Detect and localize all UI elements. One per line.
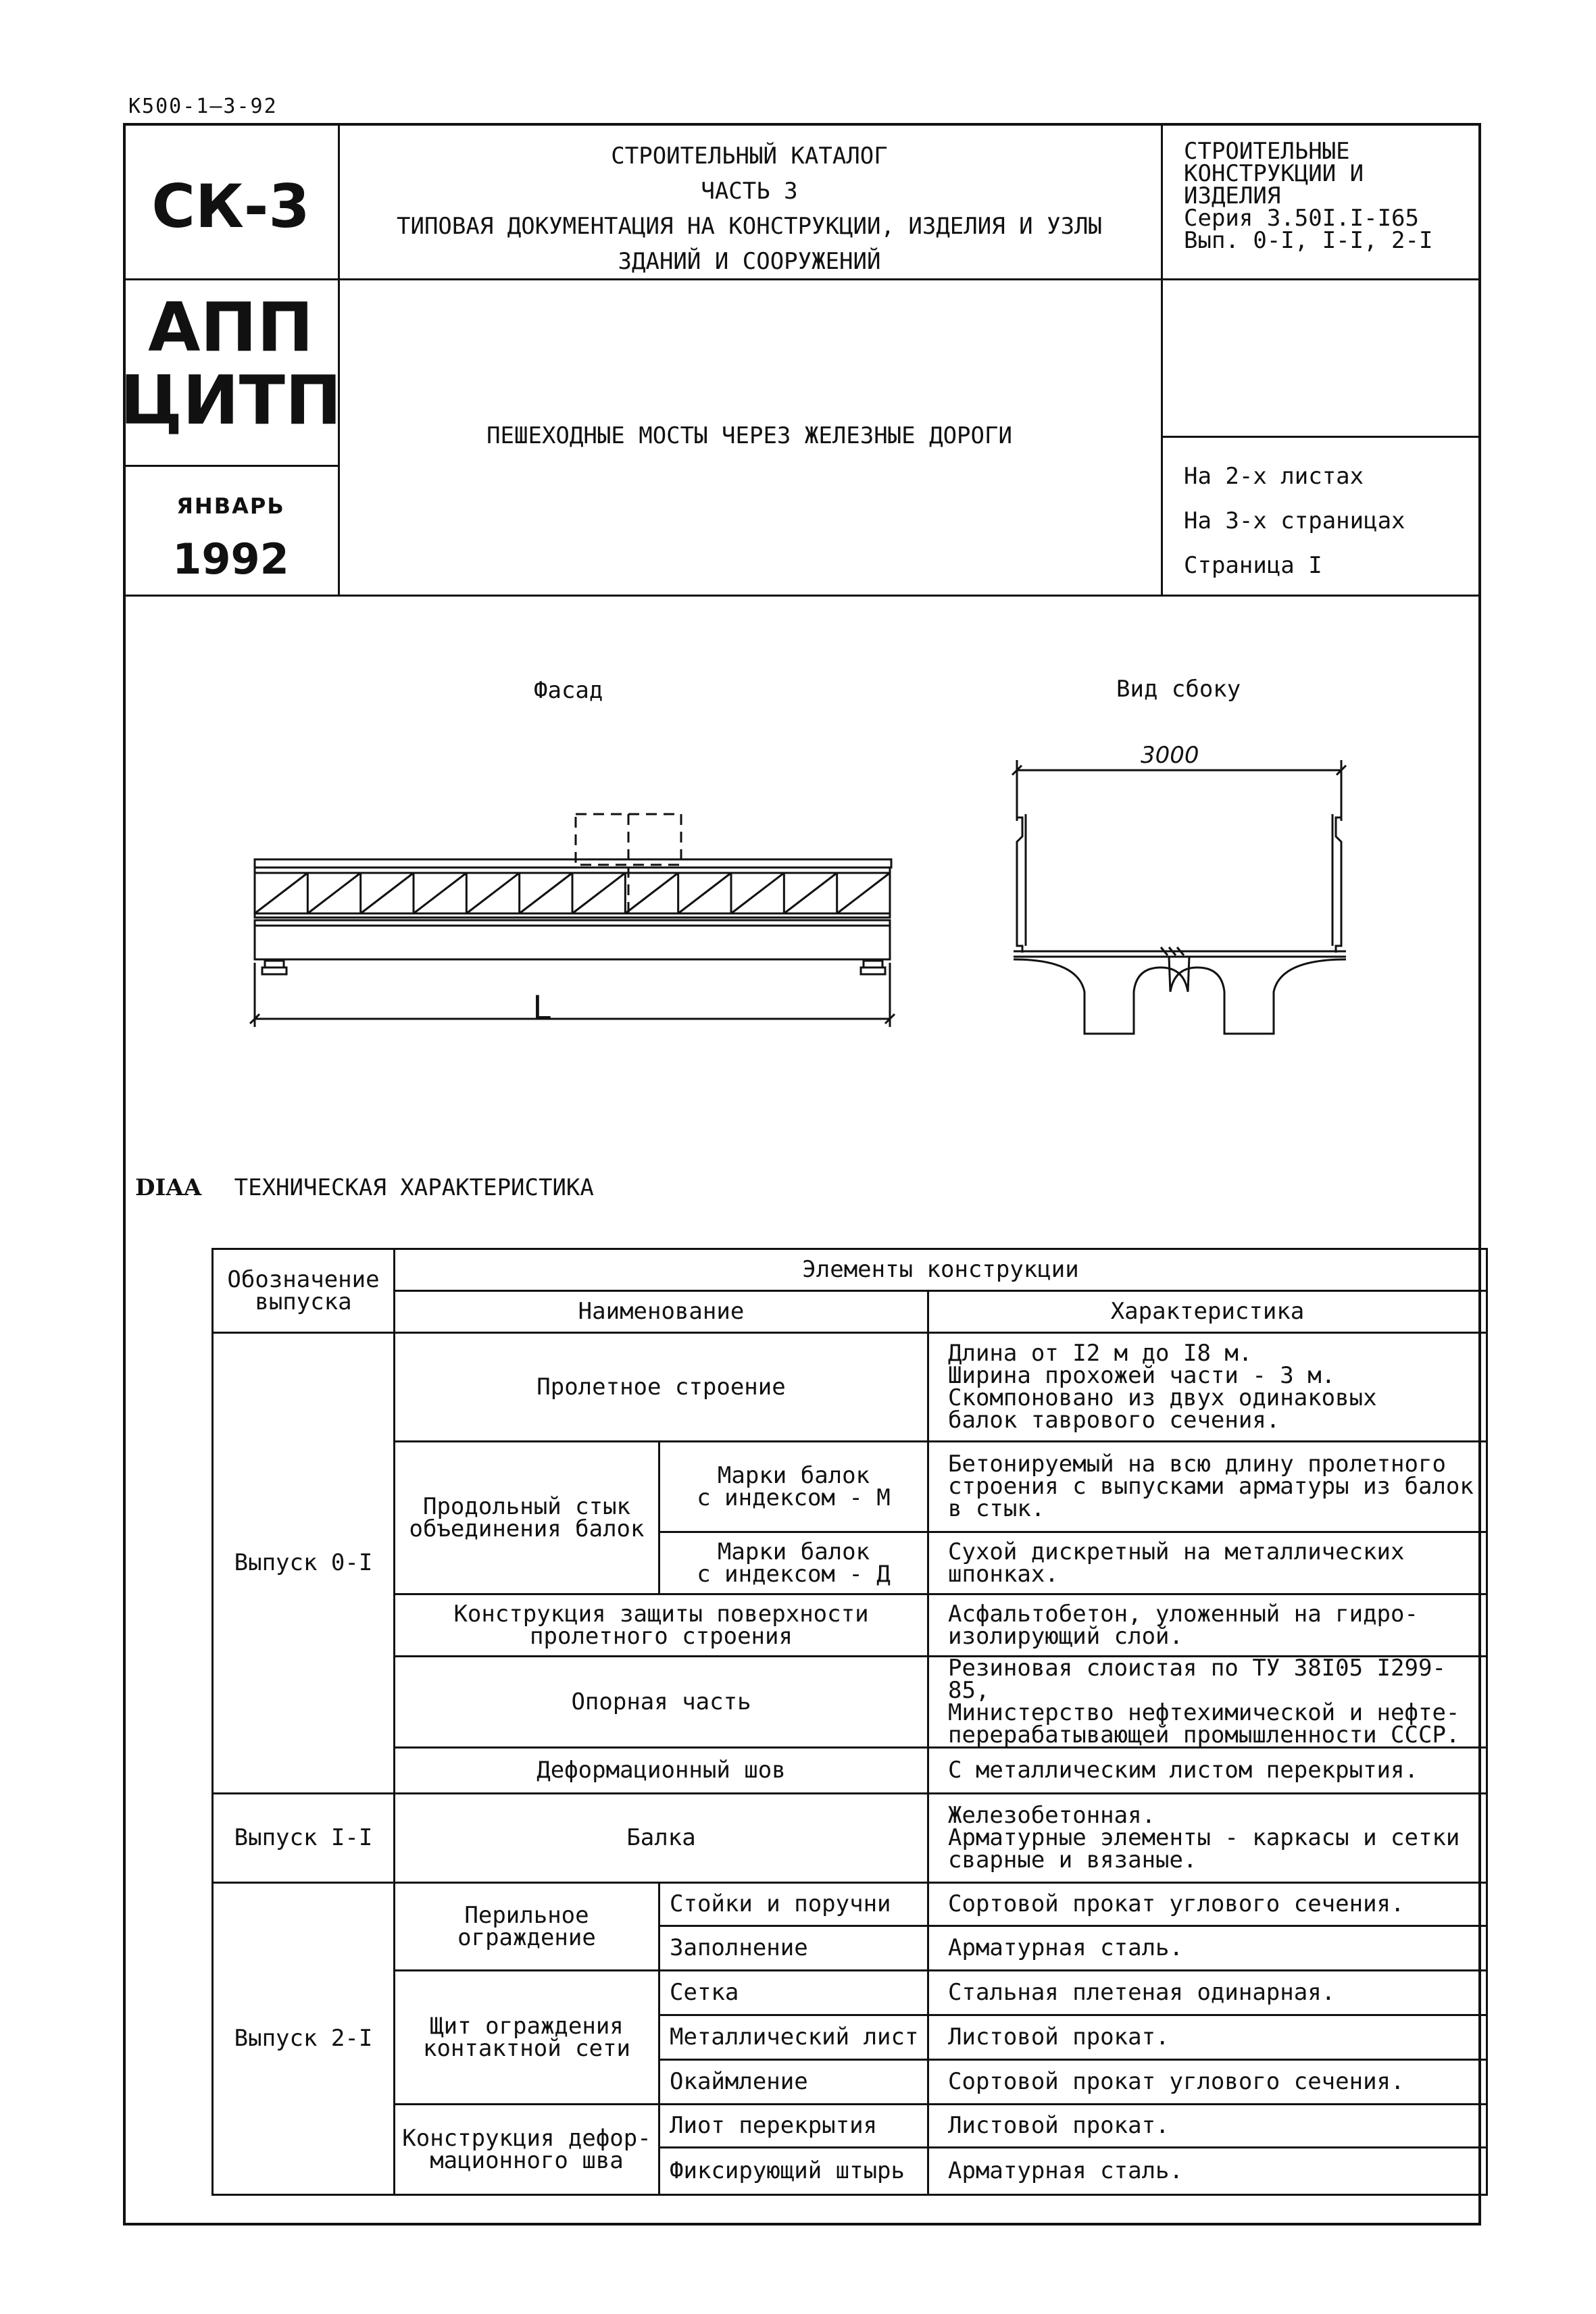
pages-count: На 3-х страницах: [1184, 507, 1405, 534]
stamp-month: ЯНВАРЬ: [176, 493, 285, 519]
mark-m: [659, 1442, 928, 1532]
deform-name: Деформационный шов: [395, 1748, 928, 1794]
name-line: мационного шва: [430, 2146, 624, 2174]
header-line: Обозначение: [227, 1265, 380, 1293]
char-line: в стык.: [948, 1495, 1045, 1522]
name-line: контактной сети: [422, 2034, 631, 2062]
col-elements-header: Элементы конструкции: [395, 1249, 1487, 1291]
issue-1: Выпуск I-I: [213, 1794, 395, 1883]
tech-title: ТЕХНИЧЕСКАЯ ХАРАКТЕРИСТИКА: [234, 1174, 594, 1201]
metal-name: Металлический лист: [659, 2015, 928, 2060]
mesh-char: Стальная плетеная одинарная.: [928, 1971, 1487, 2015]
char-line: Бетонируемый на всю длину пролетного: [948, 1451, 1446, 1478]
djoint-name: [395, 2105, 659, 2195]
catalog-line: ЧАСТЬ 3: [701, 178, 798, 205]
tech-prefix: DIAA: [135, 1174, 202, 1201]
shield-name: [395, 1971, 659, 2105]
joint-name: [395, 1442, 659, 1594]
sheets-count: На 2-х листах: [1184, 463, 1364, 490]
edge-char: Сортовой прокат углового сечения.: [928, 2060, 1487, 2105]
char-line: Длина от I2 м до I8 м.: [948, 1340, 1253, 1367]
section-line: СТРОИТЕЛЬНЫЕ: [1184, 138, 1350, 165]
tech-heading: [135, 1174, 594, 1201]
width-dimension: 3000: [1141, 742, 1199, 769]
catalog-line: СТРОИТЕЛЬНЫЙ КАТАЛОГ: [611, 143, 888, 170]
tech-table: [211, 1248, 1488, 2196]
posts-name: Стойки и поручни: [659, 1883, 928, 1926]
name-line: с индексом - Д: [697, 1560, 891, 1588]
section-line: Серия 3.50I.I-I65: [1184, 205, 1419, 232]
catalog-line: ЗДАНИЙ И СООРУЖЕНИЙ: [618, 248, 881, 275]
side-view-label: Вид сбоку: [1116, 676, 1241, 703]
char-line: Арматурные элементы - каркасы и сетки: [948, 1824, 1460, 1851]
deform-char: С металлическим листом перекрытия.: [928, 1748, 1487, 1794]
protect-char: [928, 1594, 1487, 1657]
mark-d-char: [928, 1532, 1487, 1594]
cover-char: Листовой прокат.: [928, 2105, 1487, 2148]
length-label: L: [532, 989, 552, 1027]
name-line: Щит ограждения: [430, 2012, 624, 2040]
section-line: КОНСТРУКЦИИ И: [1184, 160, 1364, 187]
catalog-line: ТИПОВАЯ ДОКУМЕНТАЦИЯ НА КОНСТРУКЦИИ, ИЗДЕЛИЯ И УЗЛЫ: [397, 213, 1102, 240]
name-line: с индексом - М: [697, 1484, 891, 1511]
stamp-org-1: АПП: [148, 287, 314, 367]
railing-name: [395, 1883, 659, 1971]
char-line: балок таврового сечения.: [948, 1407, 1280, 1434]
mesh-name: Сетка: [659, 1971, 928, 2015]
col-issue-header: [213, 1249, 395, 1333]
mark-m-char: [928, 1442, 1487, 1532]
char-line: Министерство нефтехимической и нефте-: [948, 1699, 1460, 1726]
name-line: Перильное: [464, 1901, 589, 1929]
char-line: Железобетонная.: [948, 1802, 1156, 1829]
facade-label: Фасад: [534, 677, 603, 704]
fill-name: Заполнение: [659, 1926, 928, 1971]
mark-d: [659, 1532, 928, 1594]
stamp-year: 1992: [172, 534, 289, 584]
name-line: Продольный стык: [422, 1492, 631, 1520]
char-line: перерабатывающей промышленности СССР.: [948, 1721, 1460, 1749]
name-line: Конструкция защиты поверхности: [453, 1600, 869, 1628]
section-line: Вып. 0-I, I-I, 2-I: [1184, 227, 1433, 254]
page-code: К500-1—3-92: [128, 95, 278, 118]
char-line: Ширина прохожей части - 3 м.: [948, 1362, 1336, 1389]
name-line: пролетного строения: [530, 1622, 793, 1650]
col-char-header: Характеристика: [928, 1291, 1487, 1333]
span-name: Пролетное строение: [395, 1333, 928, 1442]
beam-name: Балка: [395, 1794, 928, 1883]
fill-char: Арматурная сталь.: [928, 1926, 1487, 1971]
char-line: строения с выпусками арматуры из балок: [948, 1473, 1474, 1500]
stamp-org-2: ЦИТП: [120, 360, 342, 440]
char-line: шпонках.: [948, 1560, 1059, 1588]
char-line: Резиновая слоистая по ТУ 38I05 I299-85,: [948, 1655, 1446, 1704]
bearing-name: Опорная часть: [395, 1657, 928, 1748]
issue-0: Выпуск 0-I: [213, 1333, 395, 1794]
char-line: сварные и вязаные.: [948, 1846, 1197, 1873]
char-line: Сухой дискретный на металлических: [948, 1538, 1405, 1565]
issue-2: Выпуск 2-I: [213, 1883, 395, 2195]
beam-char: [928, 1794, 1487, 1883]
name-line: объединения балок: [409, 1515, 645, 1542]
section-line: ИЗДЕЛИЯ: [1184, 182, 1281, 209]
edge-name: Окаймление: [659, 2060, 928, 2105]
pin-name: Фиксирующий штырь: [659, 2148, 928, 2195]
metal-char: Листовой прокат.: [928, 2015, 1487, 2060]
page-number: Страница I: [1184, 552, 1322, 579]
col-name-header: Наименование: [395, 1291, 928, 1333]
span-char: [928, 1333, 1487, 1442]
protect-name: [395, 1594, 928, 1657]
pin-char: Арматурная сталь.: [928, 2148, 1487, 2195]
char-line: Асфальтобетон, уложенный на гидро-: [948, 1600, 1418, 1628]
name-line: ограждение: [457, 1923, 596, 1951]
posts-char: Сортовой прокат углового сечения.: [928, 1883, 1487, 1926]
document-title: ПЕШЕХОДНЫЕ МОСТЫ ЧЕРЕЗ ЖЕЛЕЗНЫЕ ДОРОГИ: [487, 422, 1012, 449]
name-line: Конструкция дефор-: [402, 2124, 651, 2152]
name-line: Марки балок: [717, 1538, 870, 1565]
cover-name: Лиот перекрытия: [659, 2105, 928, 2148]
bearing-char: [928, 1657, 1487, 1748]
name-line: Марки балок: [717, 1461, 870, 1489]
stamp-code: СК-3: [151, 171, 310, 241]
header-line: выпуска: [255, 1288, 352, 1315]
char-line: Скомпоновано из двух одинаковых: [948, 1384, 1377, 1411]
char-line: изолирующий слой.: [948, 1622, 1183, 1650]
